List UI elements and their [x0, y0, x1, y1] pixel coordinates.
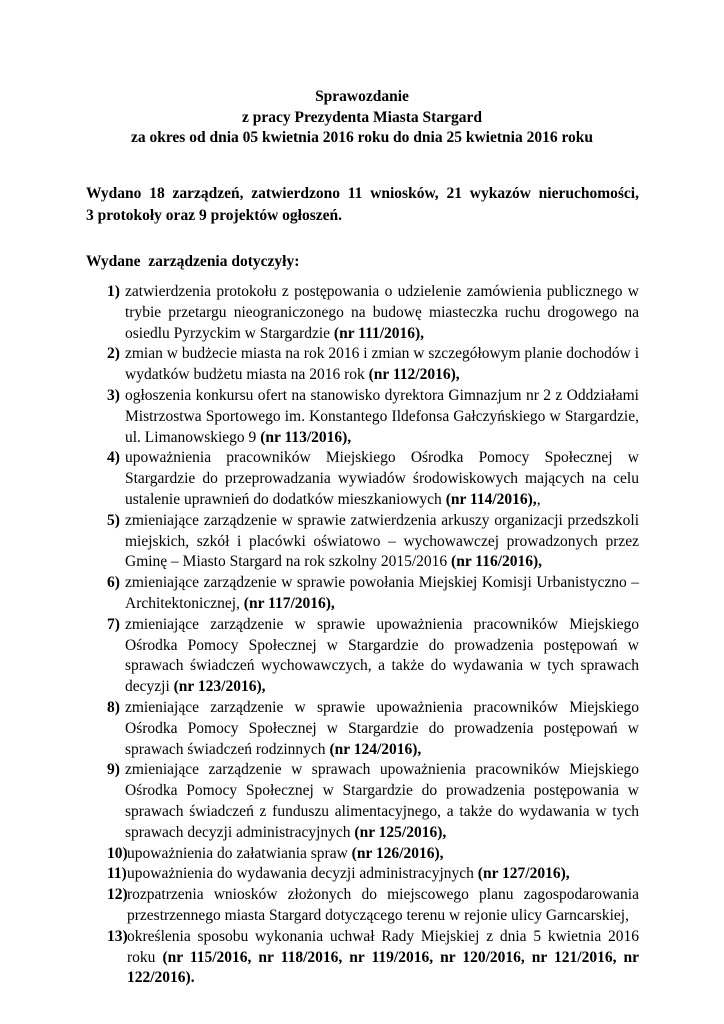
list-item	[86, 615, 639, 698]
title-line-3: za okres od dnia 05 kwietnia 2016 roku do dnia 25 kwietnia 2016 roku	[130, 129, 594, 146]
list-item-ref: (nr 127/2016),	[477, 865, 570, 883]
list-item-text: zmieniające zarządzenie w sprawach upoważnienia pracowników Miejskiego Ośrodka Pomocy Społecznej w Stargardzie do prowadzenia postępowania w sprawach świadczeń z funduszu alimentacyjnego, a także do wydawania w tych sprawach decyzji administracyjnych	[125, 761, 639, 841]
list-item-text: upoważnienia do wydawania decyzji administracyjnych	[127, 865, 478, 883]
list-item	[86, 864, 639, 885]
list-item	[86, 885, 639, 927]
list-item-ref: (nr 114/2016),	[445, 490, 537, 508]
list-item-ref: (nr 117/2016),	[243, 594, 335, 612]
list-item-ref: (nr 125/2016),	[354, 823, 447, 841]
list-item-text: ogłoszenia konkursu ofert na stanowisko dyrektora Gimnazjum nr 2 z Oddziałami Mistrzostwa Sportowego im. Konstantego Ildefonsa Gałczyńskiego w Stargardzie, ul. Limanowskiego 9	[125, 386, 639, 446]
ordinance-list	[86, 282, 639, 989]
list-item-number: 11)	[107, 865, 127, 883]
summary-line-1: Wydano 18 zarządzeń, zatwierdzono 11 wniosków, 21 wykazów nieruchomości,	[86, 185, 639, 202]
list-item	[86, 344, 639, 386]
list-item-number: 8)	[107, 698, 120, 716]
list-item-text: zmieniające zarządzenie w sprawie upoważnienia pracowników Miejskiego Ośrodka Pomocy Społecznej w Stargardzie do prowadzenia postępowań w sprawach świadczeń wychowawczych, a także do wydawania w tych sprawach decyzji	[125, 615, 639, 696]
section-heading: Wydane zarządzenia dotyczyły:	[86, 253, 300, 270]
list-item	[86, 573, 639, 615]
title-line-2: z pracy Prezydenta Miasta Stargard	[242, 108, 482, 126]
list-item-text: upoważnienia do załatwiania spraw	[127, 844, 352, 862]
list-item-number: 2)	[107, 345, 120, 363]
list-item-text: zmieniające zarządzenie w sprawie upoważnienia pracowników Miejskiego Ośrodka Pomocy Społecznej w Stargardzie do prowadzenia postępowań w sprawach świadczeń rodzinnych	[125, 698, 639, 758]
list-item-text: rozpatrzenia wniosków złożonych do miejscowego planu zagospodarowania przestrzennego miasta Stargard dotyczącego terenu w rejonie ulicy Garncarskiej,	[127, 886, 639, 924]
summary-line-2: 3 protokoły oraz 9 projektów ogłoszeń.	[86, 207, 343, 224]
list-item	[86, 448, 639, 510]
list-item-ref: (nr 111/2016),	[333, 324, 425, 342]
list-item	[86, 927, 639, 989]
list-item-number: 10)	[107, 844, 128, 862]
list-item-number: 1)	[107, 283, 120, 300]
list-item	[86, 760, 639, 843]
list-item-text: zmieniające zarządzenie w sprawie powołania Miejskiej Komisji Urbanistyczno – Architektonicznej,	[125, 574, 639, 612]
list-item-ref: (nr 124/2016),	[329, 740, 422, 758]
list-item	[86, 844, 639, 865]
list-item-ref: (nr 116/2016),	[451, 553, 543, 571]
list-item-number: 5)	[107, 511, 120, 529]
list-item-number: 7)	[107, 615, 120, 633]
list-item-number: 6)	[107, 574, 120, 592]
list-item	[86, 386, 639, 448]
list-item-number: 4)	[107, 449, 120, 467]
list-item-text: zatwierdzenia protokołu z postępowania o udzielenie zamówienia publicznego w trybie przetargu nieograniczonego na budowę miasteczka ruchu drogowego na osiedlu Pyrzyckim w Stargardzie	[125, 283, 639, 342]
list-item-text: upoważnienia pracowników Miejskiego Ośrodka Pomocy Społecznej w Stargardzie do przeprowadzania wywiadów środowiskowych mających na celu ustalenie uprawnień do dodatków mieszkaniowych	[125, 449, 639, 508]
list-item	[86, 282, 639, 344]
list-item-text: zmieniające zarządzenie w sprawie zatwierdzenia arkuszy organizacji przedszkoli miejskich, szkół i placówki oświatowo – wychowawczej prowadzonych przez Gminę – Miasto Stargard na rok szkolny 2015/2016	[125, 511, 639, 571]
list-item-ref: (nr 112/2016),	[368, 366, 460, 384]
title-line-1: Sprawozdanie	[315, 88, 409, 105]
list-item-number: 3)	[107, 386, 120, 404]
list-item-ref: (nr 115/2016, nr 118/2016, nr 119/2016, nr 120/2016, nr 121/2016, nr 122/2016).	[127, 948, 639, 987]
list-item-number: 12)	[107, 886, 128, 904]
list-item-number: 13)	[107, 927, 128, 945]
list-item-tail: ,	[536, 490, 541, 508]
list-item-ref: (nr 126/2016),	[351, 844, 444, 862]
summary-paragraph	[86, 183, 639, 227]
list-item-text: zmian w budżecie miasta na rok 2016 i zmian w szczegółowym planie dochodów i wydatków budżetu miasta na 2016 rok	[125, 345, 639, 384]
report-title	[0, 87, 724, 149]
list-item-text: określenia sposobu wykonania uchwał Rady Miejskiej z dnia 5 kwietnia 2016 roku	[127, 927, 639, 966]
list-item-ref: (nr 123/2016),	[173, 678, 266, 696]
list-item	[86, 698, 639, 760]
list-item-ref: (nr 113/2016),	[260, 428, 352, 446]
list-item-number: 9)	[107, 761, 120, 779]
list-item	[86, 511, 639, 573]
